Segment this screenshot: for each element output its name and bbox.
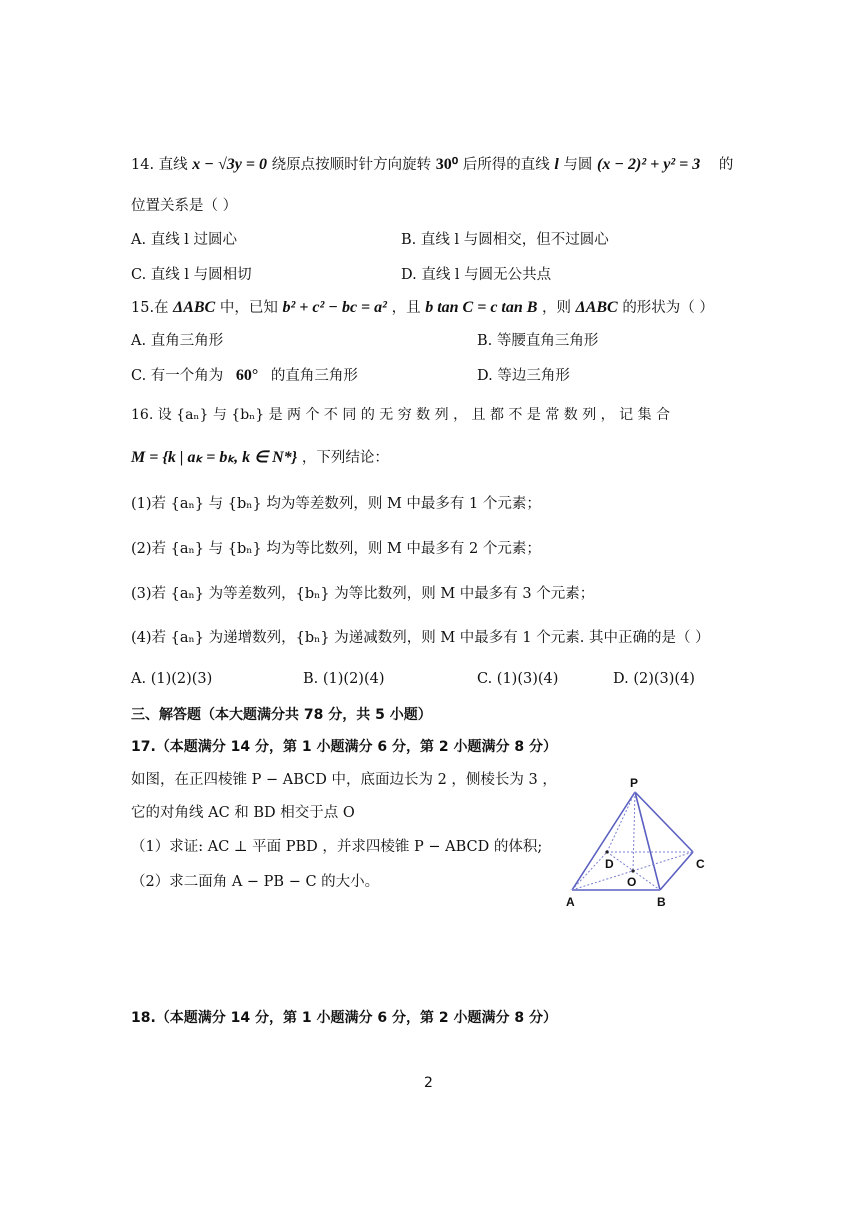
q14-text: 绕原点按顺时针方向旋转 [271, 157, 432, 173]
q14-text2: 后所得的直线 [462, 157, 550, 173]
q14-l: l [554, 156, 559, 173]
label-P: P [630, 776, 639, 790]
q14-option-d: D. 直线 l 与圆无公共点 [401, 267, 552, 283]
label-D: D [605, 857, 614, 871]
q17-line1: 如图，在正四棱锥 P − ABCD 中，底面边长为 2 ，侧棱长为 3 ， [131, 772, 557, 788]
q14-line1 [131, 155, 733, 175]
q16-statement-4: (4)若 {aₙ} 为递增数列，{bₙ} 为递减数列，则 M 中最多有 1 个元素. 其中正确的是（ ） [131, 630, 710, 646]
q15-triangle2: ΔABC [575, 299, 618, 316]
q16-option-a: A. (1)(2)(3) [131, 671, 213, 687]
q14-option-b: B. 直线 l 与圆相交，但不过圆心 [401, 232, 609, 248]
q15-text: 中，已知 [219, 300, 278, 316]
q16-option-d: D. (2)(3)(4) [613, 671, 695, 687]
point-O [631, 869, 634, 872]
q16-statement-1: (1)若 {aₙ} 与 {bₙ} 均为等差数列，则 M 中最多有 1 个元素； [131, 496, 541, 512]
page-number: 2 [424, 1075, 433, 1091]
q17-line2: 它的对角线 AC 和 BD 相交于点 O [131, 805, 355, 821]
q14-circle-equation: (x − 2)² + y² = 3 [597, 156, 701, 173]
q16-text: ，下列结论： [301, 450, 389, 466]
q15-triangle: ΔABC [173, 299, 216, 316]
q15-option-d: D. 等边三角形 [477, 368, 570, 384]
q15-option-b: B. 等腰直角三角形 [477, 333, 599, 349]
q15-stem [131, 298, 714, 318]
q14-option-a: A. 直线 l 过圆心 [131, 232, 238, 248]
edge-PB [635, 792, 660, 890]
q15-text2: ，且 [391, 300, 421, 316]
q16-option-b: B. (1)(2)(4) [303, 671, 385, 687]
q17-part1: （1）求证: AC ⊥ 平面 PBD ，并求四棱锥 P − ABCD 的体积; [131, 839, 543, 855]
q15-option-c-text2: 的直角三角形 [270, 368, 358, 384]
q14-line2: 位置关系是（ ） [131, 198, 238, 214]
q14-option-c: C. 直线 l 与圆相切 [131, 267, 252, 283]
edge-PA [572, 792, 635, 890]
q15-text4: 的形状为（ ） [622, 300, 714, 316]
q14-text4: 的 [718, 157, 734, 173]
q16-statement-3: (3)若 {aₙ} 为等差数列，{bₙ} 为等比数列，则 M 中最多有 3 个元素； [131, 586, 595, 602]
q14-line-equation: x − √3y = 0 [192, 156, 267, 173]
edge-PC [635, 792, 693, 852]
height-PO [633, 792, 635, 871]
label-C: C [696, 857, 705, 871]
q15-equation2: b tan C = c tan B [425, 299, 538, 316]
q16-line2 [131, 448, 389, 468]
q15-option-c-angle: 60° [235, 367, 259, 384]
edge-AD [572, 852, 607, 890]
q15-option-a: A. 直角三角形 [131, 333, 224, 349]
point-D [605, 850, 608, 853]
edge-PD [607, 792, 635, 852]
section-3-heading: 三、解答题（本大题满分共 78 分，共 5 小题） [131, 707, 432, 723]
q14-text3: 与圆 [563, 157, 593, 173]
q17-header: 17.（本题满分 14 分，第 1 小题满分 6 分，第 2 小题满分 8 分） [131, 739, 557, 755]
q18-header: 18.（本题满分 14 分，第 1 小题满分 6 分，第 2 小题满分 8 分） [131, 1010, 557, 1026]
q16-set-m: M = {k | aₖ = bₖ, k ∈ N*} [131, 449, 298, 466]
label-B: B [657, 895, 666, 909]
q15-option-c [131, 366, 358, 386]
q15-number: 15.在 [131, 300, 169, 316]
q16-line1: 16. 设 {aₙ} 与 {bₙ} 是 两 个 不 同 的 无 穷 数 列 ， 且 都 不 是 常 数 列 ， 记 集 合 [131, 407, 671, 423]
q14-angle: 30⁰ [435, 156, 459, 173]
q16-statement-2: (2)若 {aₙ} 与 {bₙ} 均为等比数列，则 M 中最多有 2 个元素； [131, 541, 541, 557]
label-O: O [627, 875, 637, 889]
q15-equation1: b² + c² − bc = a² [282, 299, 387, 316]
q15-text3: ，则 [542, 300, 572, 316]
q17-part2: （2）求二面角 A − PB − C 的大小。 [131, 874, 380, 890]
pyramid-figure [560, 770, 720, 910]
q14-number: 14. 直线 [131, 157, 188, 173]
q16-option-c: C. (1)(3)(4) [477, 671, 559, 687]
q15-option-c-text: C. 有一个角为 [131, 368, 224, 384]
label-A: A [566, 895, 575, 909]
